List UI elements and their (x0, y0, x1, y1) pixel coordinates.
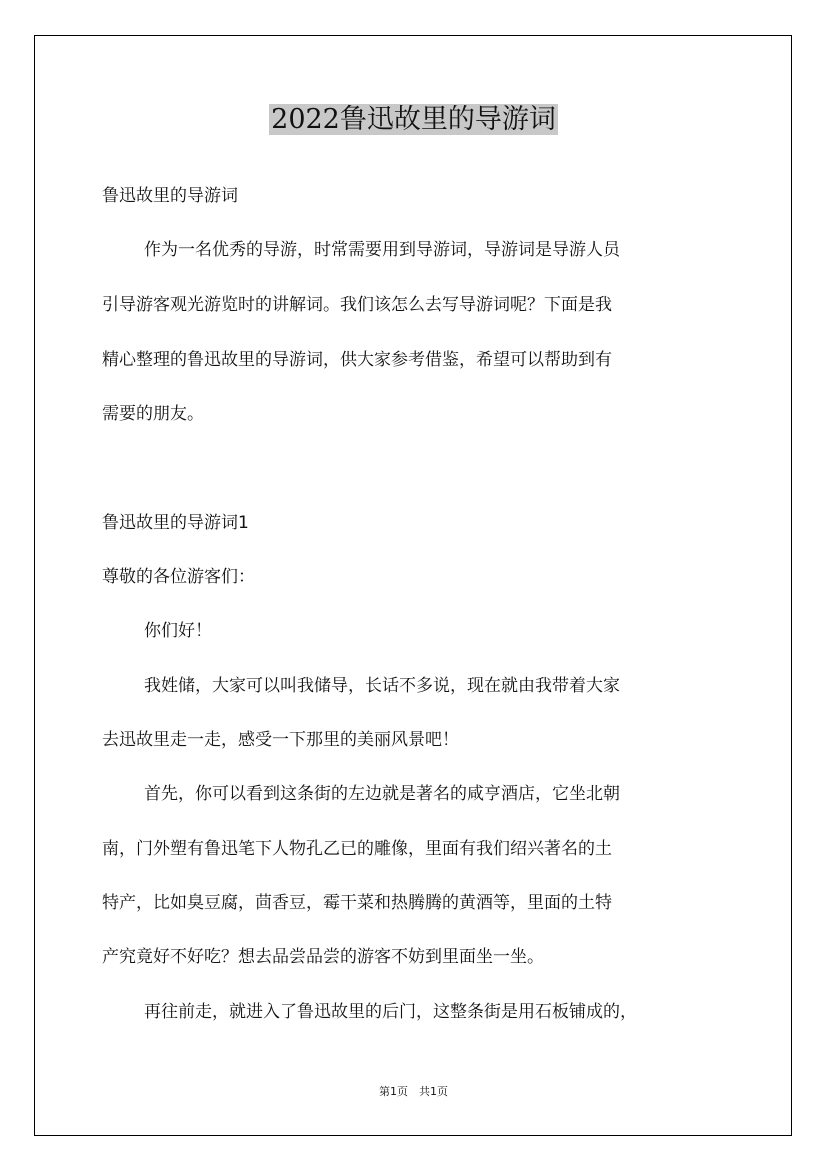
document-title-text: 2022鲁迅故里的导游词 (271, 104, 556, 135)
paragraph-line: 南，门外塑有鲁迅笔下人物孔乙已的雕像，里面有我们绍兴著名的土 (102, 839, 612, 859)
paragraph-line: 我姓储，大家可以叫我储导，长话不多说，现在就由我带着大家 (144, 676, 620, 696)
intro-line: 引导游客观光游览时的讲解词。我们该怎么去写导游词呢？下面是我 (102, 295, 612, 315)
paragraph-line: 产究竟好不好吃？想去品尝品尝的游客不妨到里面坐一坐。 (102, 947, 544, 967)
section-heading: 鲁迅故里的导游词1 (102, 513, 249, 533)
paragraph-line: 去迅故里走一走，感受一下那里的美丽风景吧！ (102, 730, 459, 750)
document-title (0, 100, 827, 140)
paragraph-line: 特产，比如臭豆腐，茴香豆，霉干菜和热腾腾的黄酒等，里面的土特 (102, 893, 612, 913)
hello-line: 你们好！ (144, 621, 212, 641)
greeting: 尊敬的各位游客们： (102, 567, 255, 587)
paragraph-line: 再往前走，就进入了鲁迅故里的后门，这整条街是用石板铺成的， (144, 1002, 637, 1022)
intro-line: 精心整理的鲁迅故里的导游词，供大家参考借鉴，希望可以帮助到有 (102, 350, 612, 370)
intro-line: 作为一名优秀的导游，时常需要用到导游词，导游词是导游人员 (144, 240, 620, 260)
subtitle: 鲁迅故里的导游词 (102, 186, 238, 206)
intro-line: 需要的朋友。 (102, 404, 204, 424)
paragraph-line: 首先，你可以看到这条街的左边就是著名的咸亨酒店，它坐北朝 (144, 784, 620, 804)
page-footer: 第1页 共1页 (379, 1085, 448, 1098)
